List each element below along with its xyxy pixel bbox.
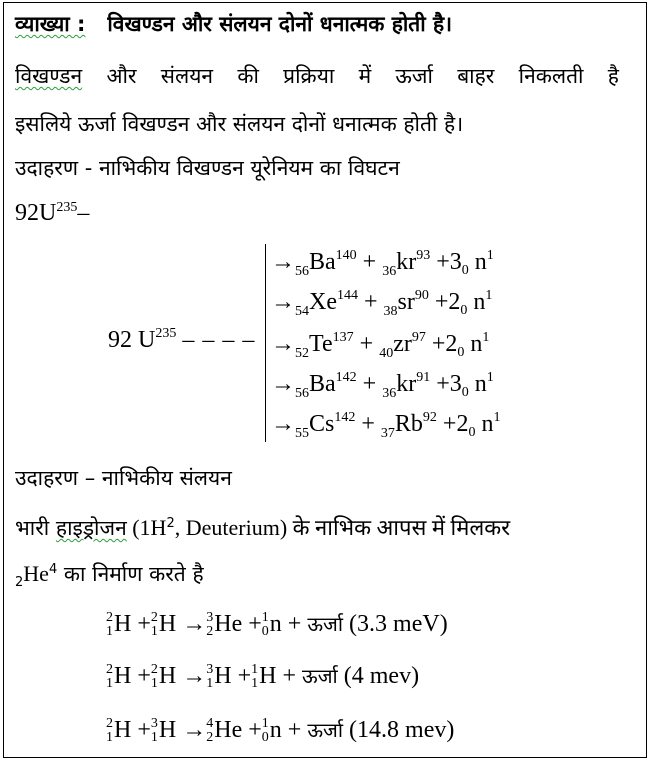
reactant1-mass-number: 2 <box>106 716 113 732</box>
product2-atomic-number: 1 <box>251 676 259 692</box>
plus-sign: + <box>356 371 383 397</box>
product1-atomic-number: 1 <box>206 676 214 692</box>
heading <box>15 10 452 38</box>
neutron-count: 3 <box>449 249 462 275</box>
reactant1-numbers <box>106 717 113 745</box>
uranium-line <box>15 200 89 227</box>
product2-symbol: zr <box>393 331 412 357</box>
plus-sign: + <box>131 611 151 637</box>
reactant1-mass-number: 2 <box>106 610 113 626</box>
product2-symbol: n <box>269 717 282 743</box>
energy-word: ऊर्जा <box>302 664 338 688</box>
reactant1-symbol: H <box>114 663 132 689</box>
reaction-arrow: → <box>271 289 295 315</box>
uranium-base: 92U <box>15 200 57 226</box>
reaction-arrow: → <box>176 717 207 743</box>
reactant1-symbol: H <box>114 717 132 743</box>
reactant2-numbers <box>151 663 158 691</box>
reactant2-nuclide <box>150 610 177 640</box>
product2-numbers <box>251 663 258 691</box>
product1-mass: 137 <box>332 330 354 345</box>
para1-line1 <box>15 62 619 90</box>
product1-nuclide <box>206 662 232 692</box>
plus-sign: + <box>242 611 262 637</box>
plus-sign: + <box>131 663 151 689</box>
product1-symbol: Xe <box>309 289 337 315</box>
neutron-charge: 0 <box>457 345 465 360</box>
fission-reaction-row <box>271 410 500 442</box>
product2-atomic-number: 36 <box>382 386 397 401</box>
reactant1-atomic-number: 1 <box>106 730 113 746</box>
plus-sign: + <box>428 289 449 315</box>
product2-numbers <box>262 611 269 639</box>
para1-word: विखण्डन <box>15 64 83 88</box>
energy-value: (3.3 meV) <box>343 611 448 637</box>
reactant1-nuclide <box>106 662 132 692</box>
neutron-symbol: n <box>468 249 487 275</box>
reactant2-atomic-number: 1 <box>150 676 158 692</box>
neutron-count: 3 <box>449 371 462 397</box>
reaction-arrow: → <box>271 411 295 437</box>
neutron-symbol: n <box>475 411 494 437</box>
reactant1-numbers <box>106 611 113 639</box>
fission-lhs <box>108 326 255 354</box>
product1-numbers <box>206 611 213 639</box>
product1-numbers <box>206 663 213 691</box>
product1-symbol: He <box>214 611 243 637</box>
product1-mass: 144 <box>336 288 358 303</box>
fusion-text-mid: (1H <box>126 515 167 540</box>
fusion-text-line2 <box>15 560 204 590</box>
neutron-charge: 0 <box>468 425 476 440</box>
fusion-equation-row <box>106 610 448 639</box>
product1-mass-number: 4 <box>206 716 214 732</box>
product1-symbol: He <box>214 717 243 743</box>
fission-bracket <box>265 244 266 442</box>
fission-reaction-row <box>271 288 492 320</box>
product1-symbol: Te <box>309 331 333 357</box>
para1-word: की <box>237 64 259 88</box>
reactant2-numbers <box>151 611 158 639</box>
product1-nuclide <box>206 610 243 640</box>
reactant2-mass-number: 3 <box>150 716 158 732</box>
energy-value: (4 mev) <box>337 663 420 689</box>
fission-reaction-row <box>271 330 489 362</box>
reactant2-atomic-number: 1 <box>150 624 158 640</box>
fission-reaction-row <box>271 370 494 402</box>
neutron-count: 2 <box>456 411 469 437</box>
product2-atomic-number: 0 <box>261 624 269 640</box>
reactant2-mass-number: 2 <box>150 662 158 678</box>
energy-value: (14.8 mev) <box>343 717 455 743</box>
fusion-equation-row <box>106 716 454 745</box>
neutron-symbol: n <box>467 289 486 315</box>
para1-word: ऊर्जा <box>395 64 433 88</box>
reactant1-nuclide <box>106 716 132 746</box>
product1-atomic-number: 55 <box>295 426 309 441</box>
neutron-charge: 0 <box>461 263 469 278</box>
plus-sign: + <box>131 717 151 743</box>
fission-lhs-mass: 235 <box>155 326 177 341</box>
product2-mass: 97 <box>411 330 426 345</box>
para1-word: प्रक्रिया <box>283 64 335 88</box>
product2-mass-number: 1 <box>251 662 259 678</box>
fission-reaction-row <box>271 248 494 280</box>
neutron-charge: 0 <box>461 385 469 400</box>
product2-symbol: Rb <box>394 411 423 437</box>
product2-nuclide <box>261 610 282 640</box>
fission-lhs-base: 92 U <box>108 327 156 353</box>
product2-atomic-number: 38 <box>383 304 398 319</box>
example1-title: उदाहरण - नाभिकीय विखण्डन यूरेनियम का विघटन <box>15 156 400 180</box>
product2-numbers <box>262 717 269 745</box>
product1-atomic-number: 56 <box>295 264 309 279</box>
plus-sign: + <box>425 331 446 357</box>
example2-title: उदाहरण – नाभिकीय संलयन <box>15 466 232 490</box>
fusion-text-rest: का निर्माण करते है <box>57 562 204 586</box>
product1-mass: 142 <box>335 370 357 385</box>
product2-mass-number: 1 <box>261 610 269 626</box>
reactant2-atomic-number: 1 <box>150 730 158 746</box>
neutron-mass: 1 <box>493 410 501 425</box>
heading-text: विखण्डन और संलयन दोनों धनात्मक होती है। <box>107 12 453 36</box>
fusion-text-sup: 2 <box>166 516 175 531</box>
plus-sign: + <box>356 249 383 275</box>
product2-symbol: H <box>259 663 277 689</box>
product2-symbol: kr <box>396 371 417 397</box>
product1-atomic-number: 54 <box>295 304 309 319</box>
product1-numbers <box>206 717 213 745</box>
product2-symbol: kr <box>396 249 417 275</box>
helium-symbol: He <box>23 561 49 586</box>
plus-sign: + <box>281 611 308 637</box>
plus-sign: + <box>242 717 262 743</box>
neutron-count: 2 <box>448 289 461 315</box>
neutron-symbol: n <box>464 331 483 357</box>
product1-symbol: Ba <box>309 371 336 397</box>
product2-symbol: n <box>269 611 282 637</box>
product2-mass: 92 <box>422 410 437 425</box>
product1-mass-number: 3 <box>206 610 214 626</box>
reactant2-symbol: H <box>158 663 177 689</box>
plus-sign: + <box>436 411 457 437</box>
para1-word: संलयन <box>160 64 214 88</box>
plus-sign: + <box>430 249 450 275</box>
helium-atomic-number: 2 <box>15 575 24 591</box>
reaction-arrow: → <box>271 371 295 397</box>
plus-sign: + <box>357 289 384 315</box>
reactant2-mass-number: 2 <box>150 610 158 626</box>
plus-sign: + <box>276 663 303 689</box>
product1-symbol: Ba <box>309 249 336 275</box>
product2-atomic-number: 37 <box>380 426 395 441</box>
product1-atomic-number: 2 <box>206 624 214 640</box>
reactant1-symbol: H <box>114 611 132 637</box>
reactant1-atomic-number: 1 <box>106 624 113 640</box>
reactant1-mass-number: 2 <box>106 662 113 678</box>
product1-nuclide <box>206 716 243 746</box>
product1-symbol: H <box>214 663 232 689</box>
reactant2-nuclide <box>150 716 177 746</box>
helium-mass: 4 <box>48 562 58 577</box>
uranium-dash: – <box>77 200 90 226</box>
para1-word: निकलती <box>518 64 584 88</box>
para1-word: और <box>106 64 137 88</box>
neutron-mass: 1 <box>482 330 490 345</box>
product1-atomic-number: 52 <box>295 346 309 361</box>
reaction-arrow: → <box>176 611 207 637</box>
product1-atomic-number: 2 <box>206 730 214 746</box>
para1-word: में <box>358 64 372 88</box>
reaction-arrow: → <box>271 331 295 357</box>
fusion-text-pre: भारी <box>15 516 50 540</box>
product2-mass: 93 <box>416 248 431 263</box>
product1-atomic-number: 56 <box>295 386 309 401</box>
product2-symbol: sr <box>397 289 415 315</box>
fission-lhs-dashes: – – – – <box>182 327 256 353</box>
energy-word: ऊर्जा <box>307 718 344 742</box>
product2-atomic-number: 36 <box>382 264 397 279</box>
reactant2-symbol: H <box>158 611 177 637</box>
product1-mass-number: 3 <box>206 662 214 678</box>
product2-nuclide <box>261 716 282 746</box>
neutron-mass: 1 <box>485 288 493 303</box>
reaction-arrow: → <box>271 249 295 275</box>
product2-mass-number: 1 <box>261 716 269 732</box>
neutron-symbol: n <box>468 371 487 397</box>
reactant1-atomic-number: 1 <box>106 676 113 692</box>
reactant2-nuclide <box>150 662 177 692</box>
plus-sign: + <box>281 717 308 743</box>
reactant1-nuclide <box>106 610 132 640</box>
para1-word: है <box>607 64 619 88</box>
plus-sign: + <box>430 371 450 397</box>
reactant2-symbol: H <box>158 717 177 743</box>
product2-mass: 90 <box>414 288 429 303</box>
product2-atomic-number: 40 <box>379 346 394 361</box>
neutron-count: 2 <box>445 331 458 357</box>
plus-sign: + <box>353 331 380 357</box>
reactant1-numbers <box>106 663 113 691</box>
reaction-arrow: → <box>176 663 207 689</box>
heading-label: व्याख्या : <box>15 12 86 36</box>
plus-sign: + <box>355 411 381 437</box>
reactant2-numbers <box>151 717 158 745</box>
neutron-charge: 0 <box>460 303 468 318</box>
uranium-mass: 235 <box>56 200 78 215</box>
energy-word: ऊर्जा <box>307 612 344 636</box>
product1-symbol: Cs <box>309 411 335 437</box>
neutron-mass: 1 <box>486 248 494 263</box>
para1-line2: इसलिये ऊर्जा विखण्डन और संलयन दोनों धनात्मक होती है। <box>15 112 464 136</box>
para1-word: बाहर <box>457 64 495 88</box>
product2-mass: 91 <box>416 370 431 385</box>
fusion-text-line1 <box>15 512 510 542</box>
fusion-equation-row <box>106 662 419 691</box>
fusion-text-post: , Deuterium) के नाभिक आपस में मिलकर <box>174 515 511 540</box>
fusion-text-hydrogen: हाइड्रोजन <box>55 516 127 540</box>
product2-atomic-number: 0 <box>261 730 269 746</box>
product1-mass: 142 <box>334 410 356 425</box>
product2-nuclide <box>251 662 277 692</box>
product1-mass: 140 <box>335 248 357 263</box>
neutron-mass: 1 <box>486 370 494 385</box>
plus-sign: + <box>231 663 252 689</box>
